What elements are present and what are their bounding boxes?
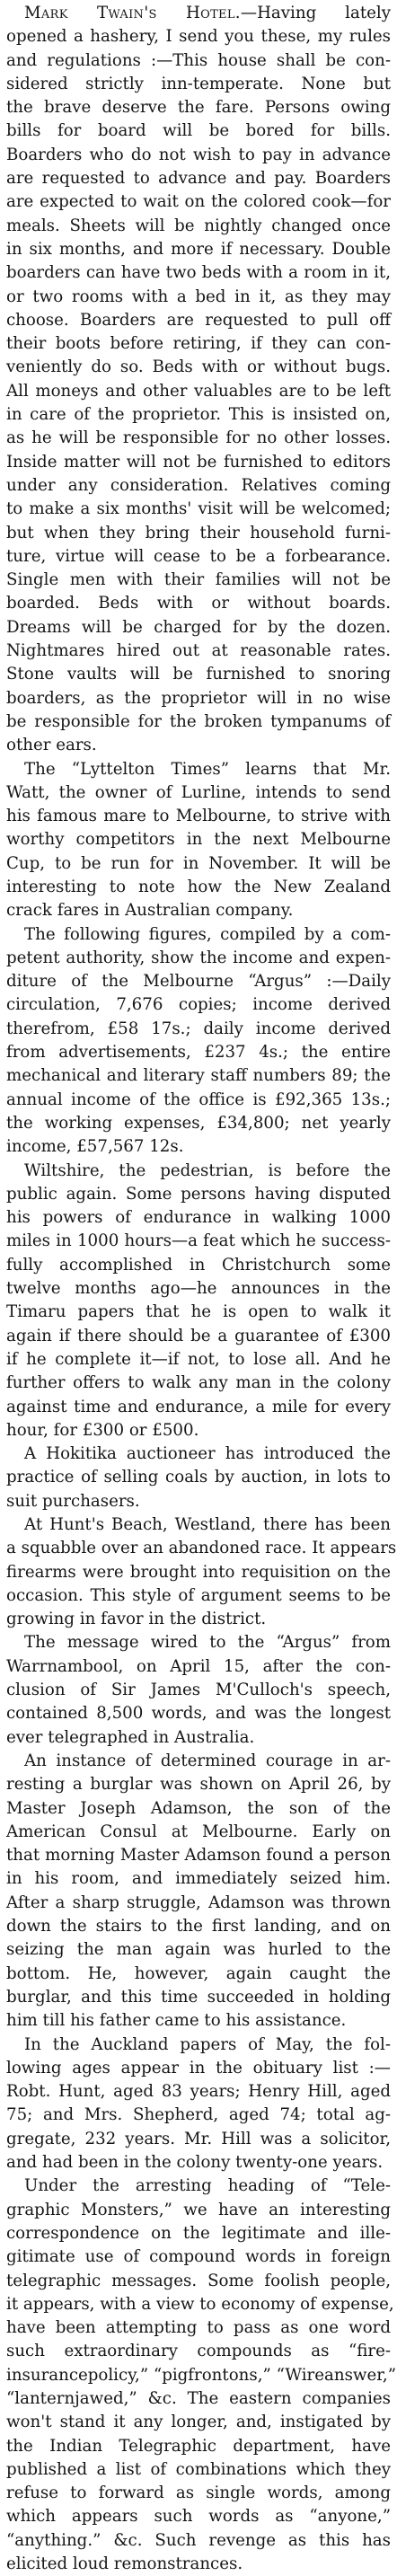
article-text xyxy=(6,2,397,2576)
paragraph xyxy=(6,758,391,923)
text-line: sidered strictly inn-temperate. None but xyxy=(6,74,391,93)
text-line: Watt, the owner of Lurline, intends to send xyxy=(6,782,391,802)
text-line: The message wired to the “Argus” from xyxy=(24,1633,391,1653)
text-line: from advertisements, £237 4s.; the entire xyxy=(6,1043,391,1063)
text-line: suit purchasers. xyxy=(6,1491,140,1511)
text-line: resting a burglar was shown on April 26, by xyxy=(6,1775,391,1795)
paragraph xyxy=(6,2033,391,2175)
text-line: The following figures, compiled by a com- xyxy=(24,924,391,944)
text-line: him till his father came to his assistance. xyxy=(6,2011,347,2031)
text-line: bottom. He, however, again caught the xyxy=(6,1963,391,1983)
article-heading: Mark Twain's Hotel. xyxy=(24,4,241,22)
text-line: “anything.” &c. Such revenge as this has xyxy=(6,2530,391,2550)
text-line: clusion of Sir James M'Culloch's speech, xyxy=(6,1681,391,1700)
text-line: crack fares in Australian company. xyxy=(6,901,294,921)
text-line: Under the arresting heading of “Tele- xyxy=(24,2176,391,2196)
text-line: as he will be responsible for no other losses. xyxy=(6,428,391,448)
text-line: American Consul at Melbourne. Early on xyxy=(6,1822,391,1841)
text-line: are expected to wait on the colored cook—for xyxy=(6,192,391,212)
text-line: growing in favor in the district. xyxy=(6,1610,267,1629)
text-line: annual income of the office is £92,365 13s.; xyxy=(6,1090,391,1109)
text-line: but when they bring their household furni- xyxy=(6,523,391,543)
text-line: which appears such words as “anyone,” xyxy=(6,2507,391,2527)
text-line: Timaru papers that he is open to walk it xyxy=(6,1302,391,1322)
text-line: mechanical and literary staff numbers 89; the xyxy=(6,1066,391,1086)
text-line: gitimate use of compound words in foreign xyxy=(6,2247,391,2267)
text-line: miles in 1000 hours—a feat which he success- xyxy=(6,1231,391,1251)
text-line: At Hunt's Beach, Westland, there has been xyxy=(24,1515,391,1534)
text-line: down the stairs to the first landing, and on xyxy=(6,1917,391,1936)
text-line: worthy competitors in the next Melbourne xyxy=(6,830,391,850)
text-line: “lanternjawed,” &c. The eastern companies xyxy=(6,2388,391,2408)
text-line: lowing ages appear in the obituary list :— xyxy=(6,2058,391,2078)
text-line: interesting to note how the New Zealand xyxy=(6,877,391,896)
text-line: 75; and Mrs. Shepherd, aged 74; total ag- xyxy=(6,2105,391,2125)
text-line: have been attempting to pass as one word xyxy=(6,2318,391,2338)
text-line: that morning Master Adamson found a person xyxy=(6,1846,391,1866)
text-fragment: —Having lately xyxy=(240,4,391,22)
text-line: and regulations :—This house shall be con- xyxy=(6,50,391,70)
text-line: diture of the Melbourne “Argus” :—Daily xyxy=(6,972,391,992)
text-line: refuse to forward as single words, among xyxy=(6,2483,391,2503)
text-line: Dreams will be charged for by the dozen. xyxy=(6,617,391,637)
text-line: further offers to walk any man in the colony xyxy=(6,1373,391,1393)
text-line: the brave deserve the fare. Persons owing xyxy=(6,98,391,118)
text-line: the working expenses, £34,800; net yearly xyxy=(6,1113,391,1133)
text-line: income, £57,567 12s. xyxy=(6,1137,184,1157)
text-line: if he complete it—if not, to lose all. And he xyxy=(6,1349,391,1369)
text-line: won't stand it any longer, and, instigated by xyxy=(6,2413,391,2432)
text-line: in care of the proprietor. This is insisted on, xyxy=(6,405,391,425)
text-line: therefrom, £58 17s.; daily income derived xyxy=(6,1019,391,1038)
text-line: petent authority, show the income and expen- xyxy=(6,948,391,967)
text-line: After a sharp struggle, Adamson was thrown xyxy=(6,1892,391,1912)
text-line: contained 8,500 words, and was the longest xyxy=(6,1704,391,1724)
text-line: are requested to advance and pay. Boarders xyxy=(6,169,391,189)
text-line: gregate, 232 years. Mr. Hill was a solicitor, xyxy=(6,2129,391,2148)
text-line: Master Joseph Adamson, the son of the xyxy=(6,1798,391,1818)
text-line: or two rooms with a bed in it, as they may xyxy=(6,287,391,306)
text-line: circulation, 7,676 copies; income derived xyxy=(6,995,391,1015)
text-line: A Hokitika auctioneer has introduced the xyxy=(24,1444,391,1464)
text-line: ever telegraphed in Australia. xyxy=(6,1727,255,1747)
text-line: a squabble over an abandoned race. It appears xyxy=(6,1539,397,1558)
text-line: his powers of endurance in walking 1000 xyxy=(6,1208,391,1228)
text-line: boarded. Beds with or without boards. xyxy=(6,594,391,613)
text-line: Robt. Hunt, aged 83 years; Henry Hill, aged xyxy=(6,2082,391,2102)
text-line: telegraphic messages. Some foolish people, xyxy=(6,2271,391,2290)
text-line: ture, virtue will cease to be a forbearance. xyxy=(6,546,391,566)
text-line: fully accomplished in Christchurch some xyxy=(6,1255,391,1275)
text-line: Wiltshire, the pedestrian, is before the xyxy=(24,1160,391,1180)
text-line: burglar, and this time succeeded in holding xyxy=(6,1987,391,2007)
text-line: published a list of combinations which they xyxy=(6,2459,391,2479)
text-line: Single men with their families will not be xyxy=(6,570,391,590)
text-line: boarders, as the proprietor will in no wise xyxy=(6,688,391,708)
text-line: practice of selling coals by auction, in lots to xyxy=(6,1468,391,1487)
text-line: Stone vaults will be furnished to snoring xyxy=(6,665,391,684)
text-line: boarders can have two beds with a room in it, xyxy=(6,263,391,283)
text-line: Boarders who do not wish to pay in advance xyxy=(6,145,391,164)
text-line: against time and endurance, a mile for every xyxy=(6,1397,391,1416)
text-line xyxy=(6,2,391,25)
text-line: to make a six months' visit will be welcomed; xyxy=(6,499,391,519)
text-line: Inside matter will not be furnished to editors xyxy=(6,452,391,472)
text-line: choose. Boarders are requested to pull off xyxy=(6,310,391,330)
text-line: elicited loud remonstrances. xyxy=(6,2554,243,2574)
text-line: other ears. xyxy=(6,736,97,755)
paragraph xyxy=(6,923,391,1160)
text-line: The “Lyttelton Times” learns that Mr. xyxy=(24,759,391,779)
text-line: veniently do so. Beds with or without bugs. xyxy=(6,357,391,377)
text-line: Nightmares hired out at reasonable rates. xyxy=(6,641,391,661)
text-line: bills for board will be bored for bills. xyxy=(6,121,391,141)
text-line: again if there should be a guarantee of £300 xyxy=(6,1326,391,1345)
text-line: hour, for £300 or £500. xyxy=(6,1420,199,1440)
text-line: Warrnambool, on April 15, after the con- xyxy=(6,1656,391,1676)
text-line: such extraordinary compounds as “fire- xyxy=(6,2342,391,2361)
paragraph xyxy=(6,1631,391,1749)
text-line: insurancepolicy,” “pigfrontons,” “Wireanswer,” xyxy=(6,2365,397,2385)
text-line: under any consideration. Relatives coming xyxy=(6,475,391,495)
text-line: their boots before retiring, if they can con- xyxy=(6,334,391,354)
text-line: it appears, with a view to economy of expense, xyxy=(6,2294,394,2314)
text-line: correspondence on the legitimate and ille- xyxy=(6,2223,391,2243)
text-line: In the Auckland papers of May, the fol- xyxy=(24,2034,391,2054)
text-line: the Indian Telegraphic department, have xyxy=(6,2436,391,2456)
text-line: public again. Some persons having disputed xyxy=(6,1184,391,1204)
paragraph xyxy=(6,1160,391,1443)
paragraph xyxy=(6,2,391,758)
paragraph xyxy=(6,1750,391,2033)
text-line: opened a hashery, I send you these, my rules xyxy=(6,27,391,47)
text-line: in his room, and immediately seized him. xyxy=(6,1869,391,1889)
text-line: An instance of determined courage in ar- xyxy=(24,1751,391,1770)
text-line: and had been in the colony twenty-one years. xyxy=(6,2153,384,2173)
text-line: twelve months ago—he announces in the xyxy=(6,1279,391,1299)
text-line: his famous mare to Melbourne, to strive with xyxy=(6,807,391,826)
text-line: meals. Sheets will be nightly changed once xyxy=(6,216,391,235)
text-line: firearms were brought into requisition on the xyxy=(6,1562,391,1582)
text-line: graphic Monsters,” we have an interesting xyxy=(6,2200,391,2219)
paragraph xyxy=(6,2175,397,2576)
text-line: seizing the man again was hurled to the xyxy=(6,1940,391,1960)
text-line: in six months, and more if necessary. Double xyxy=(6,239,391,259)
text-line: occasion. This style of argument seems to be xyxy=(6,1585,391,1605)
paragraph xyxy=(6,1513,397,1631)
text-line: All moneys and other valuables are to be left xyxy=(6,381,391,401)
paragraph xyxy=(6,1442,391,1513)
text-line: Cup, to be run for in November. It will be xyxy=(6,853,391,873)
text-line: be responsible for the broken tympanums of xyxy=(6,711,391,731)
